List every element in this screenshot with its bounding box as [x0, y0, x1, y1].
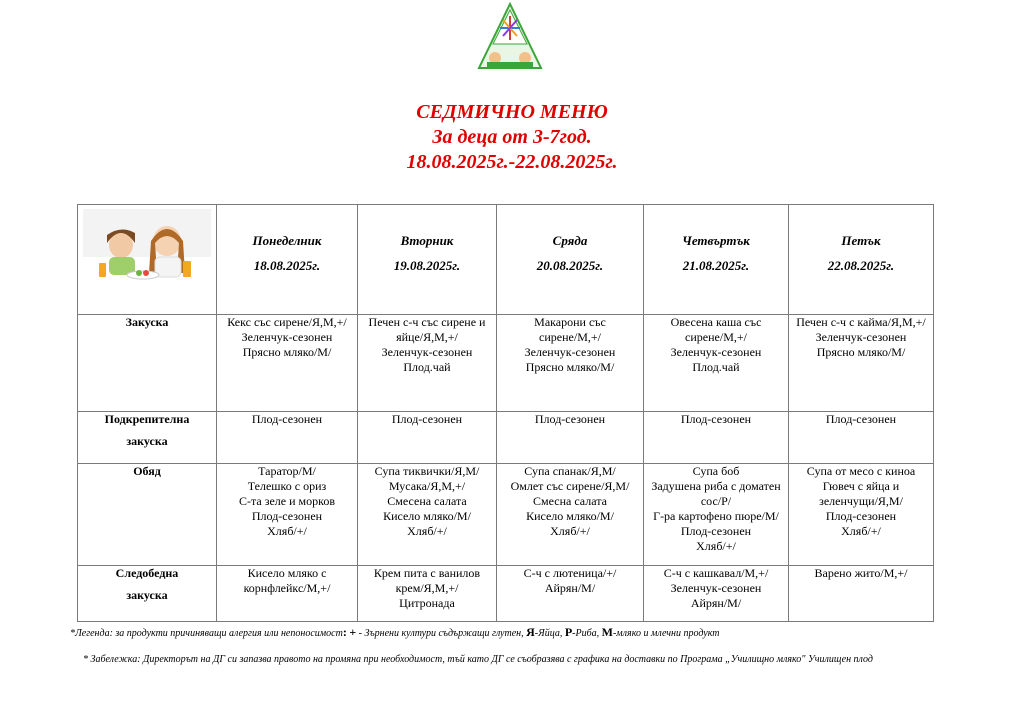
menu-cell: Плод-сезонен	[497, 412, 644, 464]
menu-cell: Кекс със сирене/Я,М,+/ Зеленчук-сезонен Прясно мляко/М/	[217, 315, 358, 412]
menu-cell: Супа спанак/Я,М/ Омлет със сирене/Я,М/ Смесна салата Кисело мляко/М/ Хляб/+/	[497, 464, 644, 566]
menu-title-block	[0, 100, 1024, 175]
table-header-row	[78, 205, 934, 315]
menu-cell: Супа боб Задушена риба с доматен сос/Р/ Г-ра картофено пюре/М/ Плод-сезонен Хляб/+/	[644, 464, 789, 566]
weekly-menu-table	[77, 204, 934, 622]
menu-cell: Плод-сезонен	[644, 412, 789, 464]
menu-cell: С-ч с лютеница/+/ Айрян/М/	[497, 566, 644, 622]
menu-cell: Супа от месо с киноа Гювеч с яйца и зеленчущи/Я,М/ Плод-сезонен Хляб/+/	[789, 464, 934, 566]
kindergarten-logo	[471, 2, 549, 72]
menu-period: 18.08.2025г.-22.08.2025г.	[406, 151, 618, 173]
menu-cell: Таратор/М/ Телешко с ориз С-та зеле и морков Плод-сезонен Хляб/+/	[217, 464, 358, 566]
meal-label: Обяд	[78, 464, 217, 566]
menu-cell: Супа тиквички/Я,М/ Мусака/Я,М,+/ Смесена салата Кисело мляко/М/ Хляб/+/	[358, 464, 497, 566]
menu-cell: Плод-сезонен	[358, 412, 497, 464]
menu-subtitle: За деца от 3-7год.	[432, 126, 592, 148]
meal-label: Закуска	[78, 315, 217, 412]
meal-row-afternoon-snack	[78, 566, 934, 622]
footnote: * Забележка: Директорът на ДГ си запазва правото на промяна при необходимост, тъй като ДГ се съобразява с графика на доставки по Програма „Училищно мляко" Училищен плод	[83, 654, 873, 665]
menu-cell: Печен с-ч с кайма/Я,М,+/ Зеленчук-сезонен Прясно мляко/М/	[789, 315, 934, 412]
menu-cell: Плод-сезонен	[789, 412, 934, 464]
day-header: Вторник 19.08.2025г.	[358, 205, 497, 315]
menu-cell: Кисело мляко с корнфлейкс/М,+/	[217, 566, 358, 622]
menu-cell: Печен с-ч със сирене и яйце/Я,М,+/ Зеленчук-сезонен Плод.чай	[358, 315, 497, 412]
day-header: Четвъртък 21.08.2025г.	[644, 205, 789, 315]
day-header: Сряда 20.08.2025г.	[497, 205, 644, 315]
menu-cell: Варено жито/М,+/	[789, 566, 934, 622]
menu-cell: С-ч с кашкавал/М,+/ Зеленчук-сезонен Айрян/М/	[644, 566, 789, 622]
meal-row-breakfast	[78, 315, 934, 412]
menu-cell: Макарони със сирене/М,+/ Зеленчук-сезонен Прясно мляко/М/	[497, 315, 644, 412]
menu-title: СЕДМИЧНО МЕНЮ	[416, 101, 608, 123]
meal-row-lunch	[78, 464, 934, 566]
kids-eating-photo	[83, 209, 211, 289]
menu-cell: Крем пита с ванилов крем/Я,М,+/ Цитронада	[358, 566, 497, 622]
menu-cell: Овесена каша със сирене/М,+/ Зеленчук-сезонен Плод.чай	[644, 315, 789, 412]
allergen-legend: *Легенда: за продукти причиняващи алергия или непоносимост: + - Зърнени култури съдържащи глутен, Я-Яйца, Р-Риба, М-мляко и млечни продукт	[70, 625, 720, 639]
meal-label: Подкрепителна закуска	[78, 412, 217, 464]
menu-cell: Плод-сезонен	[217, 412, 358, 464]
day-header: Петък 22.08.2025г.	[789, 205, 934, 315]
meal-label: Следобедна закуска	[78, 566, 217, 622]
meal-row-snack	[78, 412, 934, 464]
kids-photo-cell	[78, 205, 217, 315]
day-header: Понеделник 18.08.2025г.	[217, 205, 358, 315]
